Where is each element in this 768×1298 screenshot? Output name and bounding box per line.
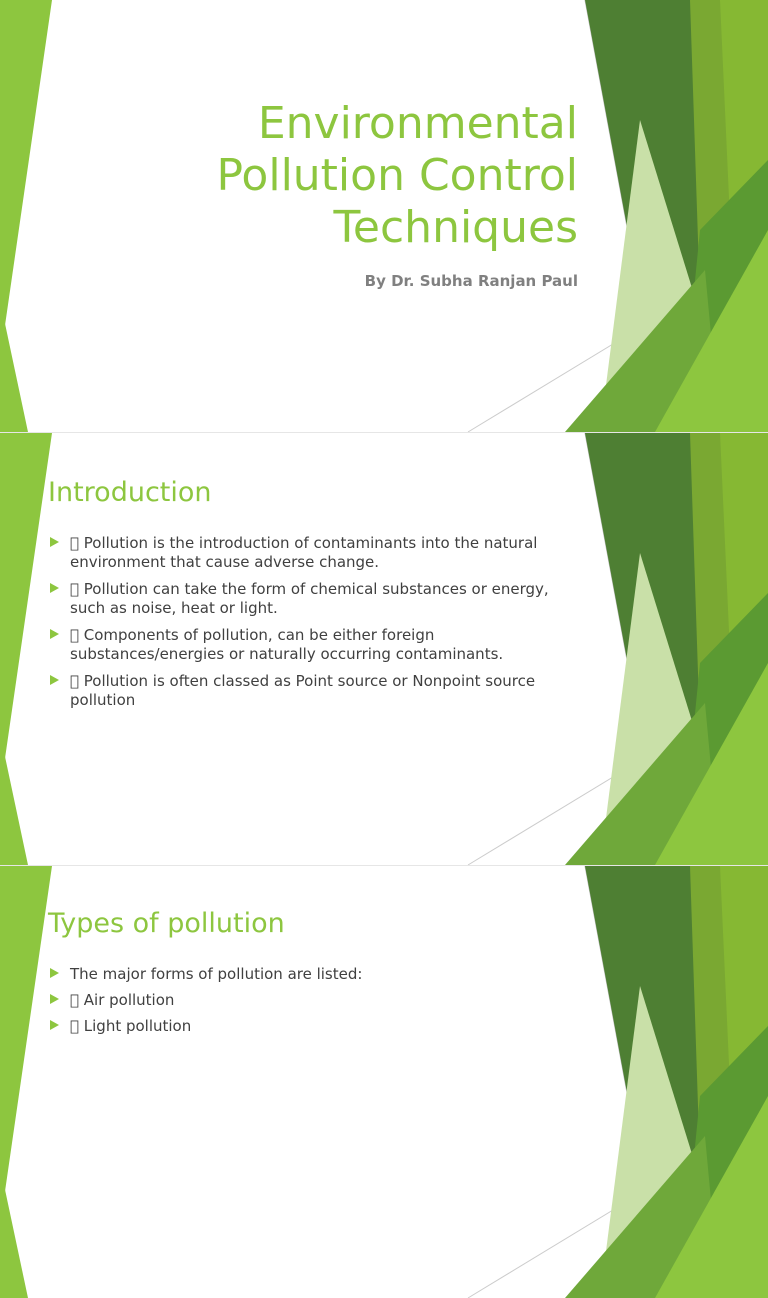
list-item xyxy=(48,626,578,664)
slide-title xyxy=(58,98,578,254)
slide-heading: Introduction xyxy=(48,477,212,508)
bullet-list xyxy=(48,965,578,1043)
bullet-arrow-icon xyxy=(50,1020,59,1030)
list-item xyxy=(48,965,578,983)
types-of-pollution-slide xyxy=(0,866,768,1035)
bullet-text: Components of pollution, can be either foreign substances/energies or naturally occurring contaminants. xyxy=(70,626,504,663)
bullet-text: Air pollution xyxy=(70,991,161,1009)
bullet-arrow-icon xyxy=(50,968,59,978)
bullet-text: Pollution can take the form of chemical substances or energy, such as noise, heat or light. xyxy=(70,580,575,617)
bullet-arrow-icon xyxy=(50,675,59,685)
title-line-2: Pollution Control xyxy=(216,150,578,201)
list-item xyxy=(48,534,578,572)
bullet-text: Pollution is often classed as Point source or Nonpoint source pollution xyxy=(70,672,522,709)
title-slide xyxy=(0,0,768,432)
bullet-arrow-icon xyxy=(50,583,59,593)
list-item xyxy=(48,1017,578,1035)
list-item xyxy=(48,672,578,710)
bullet-arrow-icon xyxy=(50,994,59,1004)
bullet-list xyxy=(48,534,578,718)
bullet-text: Pollution is the introduction of contaminants into the natural environment that cause adverse change. xyxy=(70,534,524,571)
list-item xyxy=(48,991,578,1009)
title-line-1: Environmental xyxy=(257,98,578,149)
slide-subtitle: By Dr. Subha Ranjan Paul xyxy=(364,272,578,290)
bullet-text: The major forms of pollution are listed: xyxy=(70,965,363,983)
slide-heading: Types of pollution xyxy=(48,908,285,939)
introduction-slide xyxy=(0,433,768,865)
bullet-arrow-icon xyxy=(50,537,59,547)
bullet-text: Light pollution xyxy=(70,1017,178,1035)
list-item xyxy=(48,580,578,618)
title-line-3: Techniques xyxy=(333,202,578,253)
bullet-arrow-icon xyxy=(50,629,59,639)
